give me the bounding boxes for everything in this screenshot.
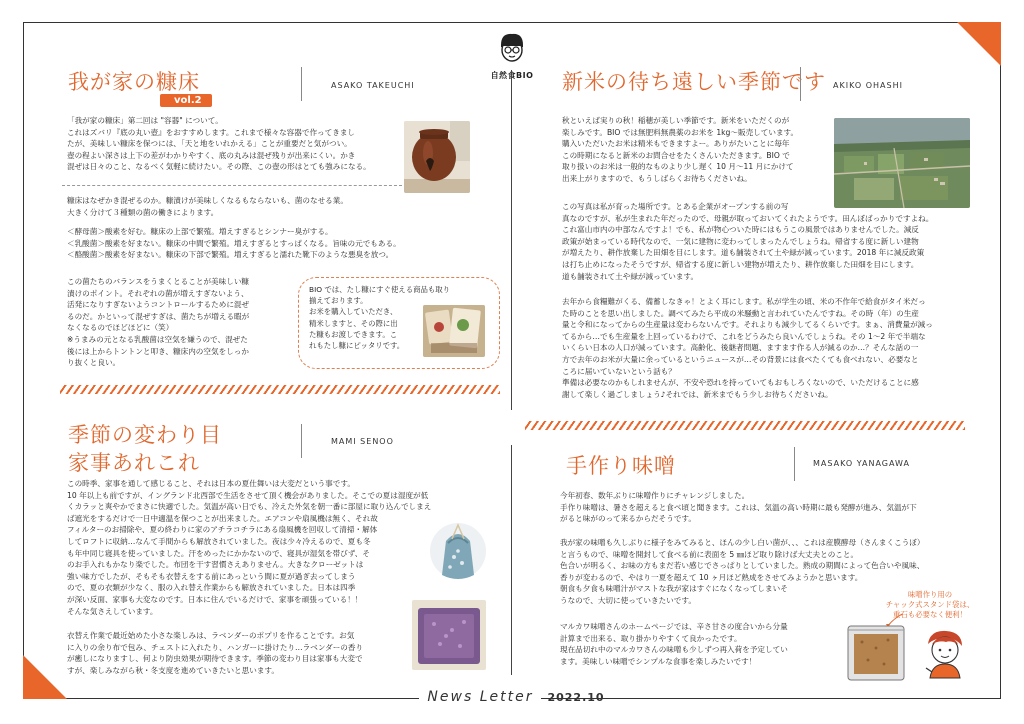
- text-line: ころに届いていないという話も？: [562, 366, 676, 376]
- text-line: が増えたり、耕作放棄した田畑を目にします。道も舗装されて土や緑が減っています。2018 年に減反政策: [562, 248, 925, 258]
- text-line: が癒しになりますし、何より防虫効果が期待できます。季節の変わり目は家事も大変で: [67, 654, 363, 664]
- text-line: フィルターのお掃除や、夏の終わりに家のアチラコチラにある扇風機を回収して清掃・解体: [67, 525, 378, 535]
- text-line: 「我が家の糠床」第二回は "容器" について。: [67, 116, 223, 125]
- text-line: 色合いが明るく、お味の方もまだ若い感じでさっぱりとしていました。熟成の期間によって色合いや風味、: [560, 561, 925, 571]
- text-line: 揃えております。: [309, 296, 368, 306]
- text-line: 方で去年のお米が大量に余っているというニュースが…その背景には食べたくても食べれない、必要なと: [562, 354, 919, 364]
- text-line: これ富山市内の中部なんですよ！でも、私が物心ついた時にはもうこの風景ではありませんでした。減反: [562, 225, 919, 235]
- text-line: たが、美味しい糠床を保つには、「天と地をいれかえる」ことが重要だと気がつい。: [67, 139, 352, 149]
- text-line: 計算まで出来る、取り掛かりやすくて良かったです。: [560, 633, 742, 643]
- text-line: これはズバリ『底の丸い壺』をおすすめします。これまで様々な容器で作ってきまし: [67, 127, 356, 137]
- article1-dashed-divider: [62, 185, 402, 186]
- article1-volume-badge: vol.2: [160, 94, 212, 107]
- text-line: 政策が始まっている時代なので、一気に建物に変わってしまったんでしょうね。帰省する度に新しい建物: [562, 236, 919, 246]
- text-line: 道も舗装されて土や緑が減っています。: [562, 271, 699, 281]
- child-illustration: [920, 628, 970, 680]
- text-line: 出来上がりますので、もうしばらくお待ちくださいね。: [562, 173, 752, 183]
- article3-author: MAMI SENOO: [331, 437, 394, 446]
- face-logo-icon: [494, 30, 530, 66]
- corner-decoration-top-right: [957, 22, 1001, 66]
- issue-date: 2022.10: [547, 691, 605, 704]
- logo-text: 自然食BIO: [490, 71, 534, 80]
- text-line: ので、夏の衣類が少なく、服の入れ替え作業からも解放されていました。日本は四季: [67, 583, 356, 593]
- text-line: た糠もお渡しできます。こ: [309, 329, 398, 339]
- article2-title: 新米の待ち遠しい季節です: [562, 70, 826, 94]
- text-line: 謝して楽しく過ごしましょう♪それでは、新米までもう少しお待ちくださいね。: [562, 389, 833, 399]
- text-line: この菌たちのバランスをうまくとることが美味しい糠: [67, 277, 250, 286]
- text-line: してロフトに収納…なんて手間からも解放されていました。夜は少々冷えるので、夏も冬: [67, 536, 371, 546]
- article2-intro: [562, 115, 837, 185]
- text-line: 後には上からトントンと叩き、糠床内の空気をしっか: [67, 346, 249, 356]
- lavender-potpourri-photo: [412, 600, 486, 670]
- text-line: るのだ。かといって混ぜすぎは、菌たちが増える暇が: [67, 311, 250, 321]
- article2-author: AKIKO OHASHI: [833, 81, 903, 90]
- bacteria-item: ＜酪酸菌＞酸素を好まない。糠床の下部で繁殖。増えすぎると濡れた靴下のような悪臭を放つ。: [67, 250, 394, 260]
- article2-photo-story: [562, 201, 982, 282]
- article3-title-line2: 家事あれこれ: [68, 451, 200, 475]
- text-line: た時のことを思い出しました。調べてみたら平成の米騒動と言われていたんですね。その時（年）の生産: [562, 308, 919, 318]
- text-line: チャック式スタンド袋は、: [885, 600, 975, 609]
- text-line: くカラッと爽やかでまさに快適でした。気温が高い日でも、冷えた外気を朝一番に部屋に取り込んでしまえ: [67, 502, 432, 512]
- text-line: ば遮光をするだけで一日中適温を保つことが出来ました。エアコンや扇風機は無く、それ故: [67, 513, 378, 523]
- text-line: 壺の程よい深さは上下の差がわかりやすく、底の丸みは混ぜ残りが出来にくい。かき: [67, 150, 356, 160]
- newsletter-label: News Letter: [419, 689, 541, 705]
- bio-logo: [480, 30, 544, 81]
- text-line: すが、楽しみながら秋・冬支度を進めていきたいと思います。: [67, 665, 280, 675]
- text-line: 衣替え作業で最近始めた小さな楽しみは、ラベンダーのポプリを作ることです。お気: [67, 631, 355, 640]
- text-line: 購入いただいたお米は精米もできますよー。ありがたいことに毎年: [562, 139, 790, 149]
- text-line: いくらい日本の人口が減っています。高齢化、後継者問題、ますます作る人が減るのか…？そんな話の一: [562, 343, 919, 353]
- text-line: 重石も必要なく便利！: [893, 610, 967, 619]
- article3-title-line1: 季節の変わり目: [68, 423, 222, 447]
- article4-title-separator: [794, 447, 795, 481]
- text-line: 強い味方でしたが、そもそも衣替えをする前にあっという間に夏が過ぎ去ってしまう: [67, 571, 356, 581]
- text-line: も年中同じ寝具を使っていました。汗をめったにかかないので、寝具が湿気を帯びず、そ: [67, 548, 370, 558]
- column-divider-bottom: [511, 445, 512, 675]
- text-line: 味噌作り用の: [907, 590, 953, 599]
- text-line: 量と令和になってからの生産量は変わらないんです。それよりも減少してるくらいです。まぁ、消費量が減っ: [562, 320, 933, 330]
- footer: [0, 686, 1024, 705]
- text-line: 香りが変わるので、やはり一夏を超えて 10 ヶ月ほど熟成をさせてみようかと思います。: [560, 572, 863, 582]
- text-line: 活発になりすぎないようコントロールするために混ぜ: [67, 300, 250, 310]
- article1-author: ASAKO TAKEUCHI: [331, 81, 415, 90]
- text-line: 今年初春、数年ぶりに味噌作りにチャレンジしました。: [560, 491, 750, 500]
- text-line: なくなるのでほどほどに（笑）: [67, 323, 174, 333]
- article1-bacteria-intro: [67, 195, 467, 218]
- text-line: 混ぜは日々のこと、なるべく気軽に続けたい。その際、この壺の形はとても強みになる。: [67, 162, 371, 172]
- article3-title-separator: [301, 424, 302, 458]
- article3-potpourri: [67, 630, 407, 676]
- text-line: 取り扱いのお米は一般的なものより少し遅く 10 月〜11 月にかけて: [562, 162, 794, 172]
- article4-intro: [560, 490, 980, 525]
- text-line: 精米しますと、その際に出: [309, 318, 398, 328]
- text-line: 10 年以上も前ですが、イングランド北西部で生活をさせて頂く機会がありました。そこでの夏は湿度が低: [67, 490, 429, 500]
- text-line: れもたし糠にピッタリです。: [309, 341, 405, 351]
- text-line: と言うもので、味噌を開封して食べる前に表面を 5 ㎜ほど取り除けば大丈夫とのこと。: [560, 549, 859, 559]
- text-line: 準備は必要なのかもしれませんが、不安や恐れを持っていてもおもしろくないので、いただけることに感: [562, 378, 919, 388]
- toyama-aerial-photo: [834, 118, 970, 208]
- text-line: この写真は私が育った場所です。とある企業がオープンする前の写: [562, 202, 789, 211]
- text-line: この時期になると新米のお問合せをたくさんいただきます。BIO で: [562, 150, 790, 160]
- miso-bag-illustration: [842, 612, 932, 682]
- column-divider-top: [511, 70, 512, 410]
- article4-marukawa: [560, 621, 850, 667]
- text-line: 楽しみです。BIO では無肥料無農薬のお米を 1kg〜販売しています。: [562, 127, 799, 137]
- text-line: お米を購入していただき、: [309, 307, 398, 317]
- text-line: てるから…でも生産量を上回っているわけで、これをどうみたら良いんでしょうね。その 1〜2 年で半端な: [562, 331, 926, 341]
- text-line: 真なのですが、私が生まれた年だったので、母親が取っておいてくれたようです。田んぼばっかりですよね。: [562, 213, 934, 223]
- article4-author: MASAKO YANAGAWA: [813, 459, 910, 468]
- text-line: うなので、大切に使っていきたいです。: [560, 595, 696, 605]
- text-line: ※うまみの元となる乳酸菌は空気を嫌うので、混ぜた: [67, 334, 248, 344]
- bacteria-item: ＜乳酸菌＞酸素を好まない。糠床の中間で繁殖。増えすぎるとすっぱくなる。旨味の元でもある。: [67, 238, 401, 248]
- text-line: 秋といえば実りの秋！稲穂が美しい季節です。新米をいただくのが: [562, 116, 790, 125]
- text-line: 糠床はなぜかき混ぜるのか。糠漬けが美味しくなるもならないも、菌のなせる業。: [67, 196, 348, 205]
- text-line: 去年から食糧難がくる、備蓄しなきゃ！とよく耳にします。私が学生の頃、米の不作年で給食がタイ米だっ: [562, 297, 926, 306]
- bacteria-item: ＜酵母菌＞酸素を好む。糠床の上部で繁殖。増えすぎるとシンナー臭がする。: [67, 227, 333, 236]
- article1-title-separator: [301, 67, 302, 101]
- text-line: 漬けのポイント。それぞれの菌が増えすぎないよう、: [67, 288, 249, 298]
- text-line: が深い反面、家事も大変なのです。日本に住んでいるだけで、家事を頑張っている！！: [67, 594, 363, 604]
- lavender-sachet-photo: [428, 513, 488, 589]
- article2-food-shortage: [562, 296, 982, 400]
- text-line: は打ち止めになったそうですが、帰省する度に新しい建物が増えたり、耕作放棄した田畑を目にします。: [562, 259, 919, 269]
- text-line: 大きく分けて３種類の菌の働きによります。: [67, 207, 219, 217]
- text-line: BIO では、たし糠にすぐ使える商品も取り: [309, 285, 451, 294]
- article1-title: 我が家の糠床: [68, 70, 200, 94]
- text-line: マルカワ味噌さんのホームページでは、辛さ甘さの度合いから分量: [560, 622, 788, 631]
- text-line: 我が家の味噌も久しぶりに様子をみてみると、ほんの少し白い菌が、、、これは産膜酵母（さんまくこうぼ）: [560, 538, 925, 547]
- text-line: そんな気さえしています。: [67, 606, 158, 616]
- text-line: のお手入れもかなり楽でした。布団を干す習慣さえありません。大きなクローゼットは: [67, 560, 364, 570]
- section-divider-right: [525, 421, 965, 430]
- article3-body: [67, 478, 487, 617]
- text-line: 手作り味噌は、暑さを超えると食べ頃と聞きます。これは、気温の高い時期に最も発酵が進み、気温が下: [560, 502, 917, 512]
- section-divider-left: [60, 385, 500, 394]
- text-line: がると味がのって来るからだそうです。: [560, 514, 697, 524]
- text-line: 朝食も夕食も味噌汁がマストな我が家はすぐになくなってしまいそ: [560, 584, 788, 594]
- rice-bran-products-photo: [423, 305, 485, 357]
- article1-balance-text: [67, 276, 297, 369]
- text-line: ます。美味しい味噌でシンプルな食事を楽しみたいです！: [560, 656, 757, 666]
- article4-title: 手作り味噌: [566, 454, 676, 478]
- text-line: この時季、家事を通して感じること、それは日本の夏仕舞いは大変だという事です。: [67, 479, 355, 488]
- nukadoko-jar-photo: [404, 121, 470, 193]
- article2-title-separator: [800, 67, 801, 101]
- text-line: 現在品切れ中のマルカワさんの味噌も少しずつ再入荷を予定してい: [560, 645, 788, 655]
- text-line: り抜くと良い。: [67, 358, 121, 368]
- article1-bacteria-list: [67, 226, 487, 261]
- text-line: に入りの余り布で包み、チェストに入れたり、ハンガーに掛けたり…ラベンダーの香り: [67, 642, 364, 652]
- article1-intro: [67, 115, 407, 173]
